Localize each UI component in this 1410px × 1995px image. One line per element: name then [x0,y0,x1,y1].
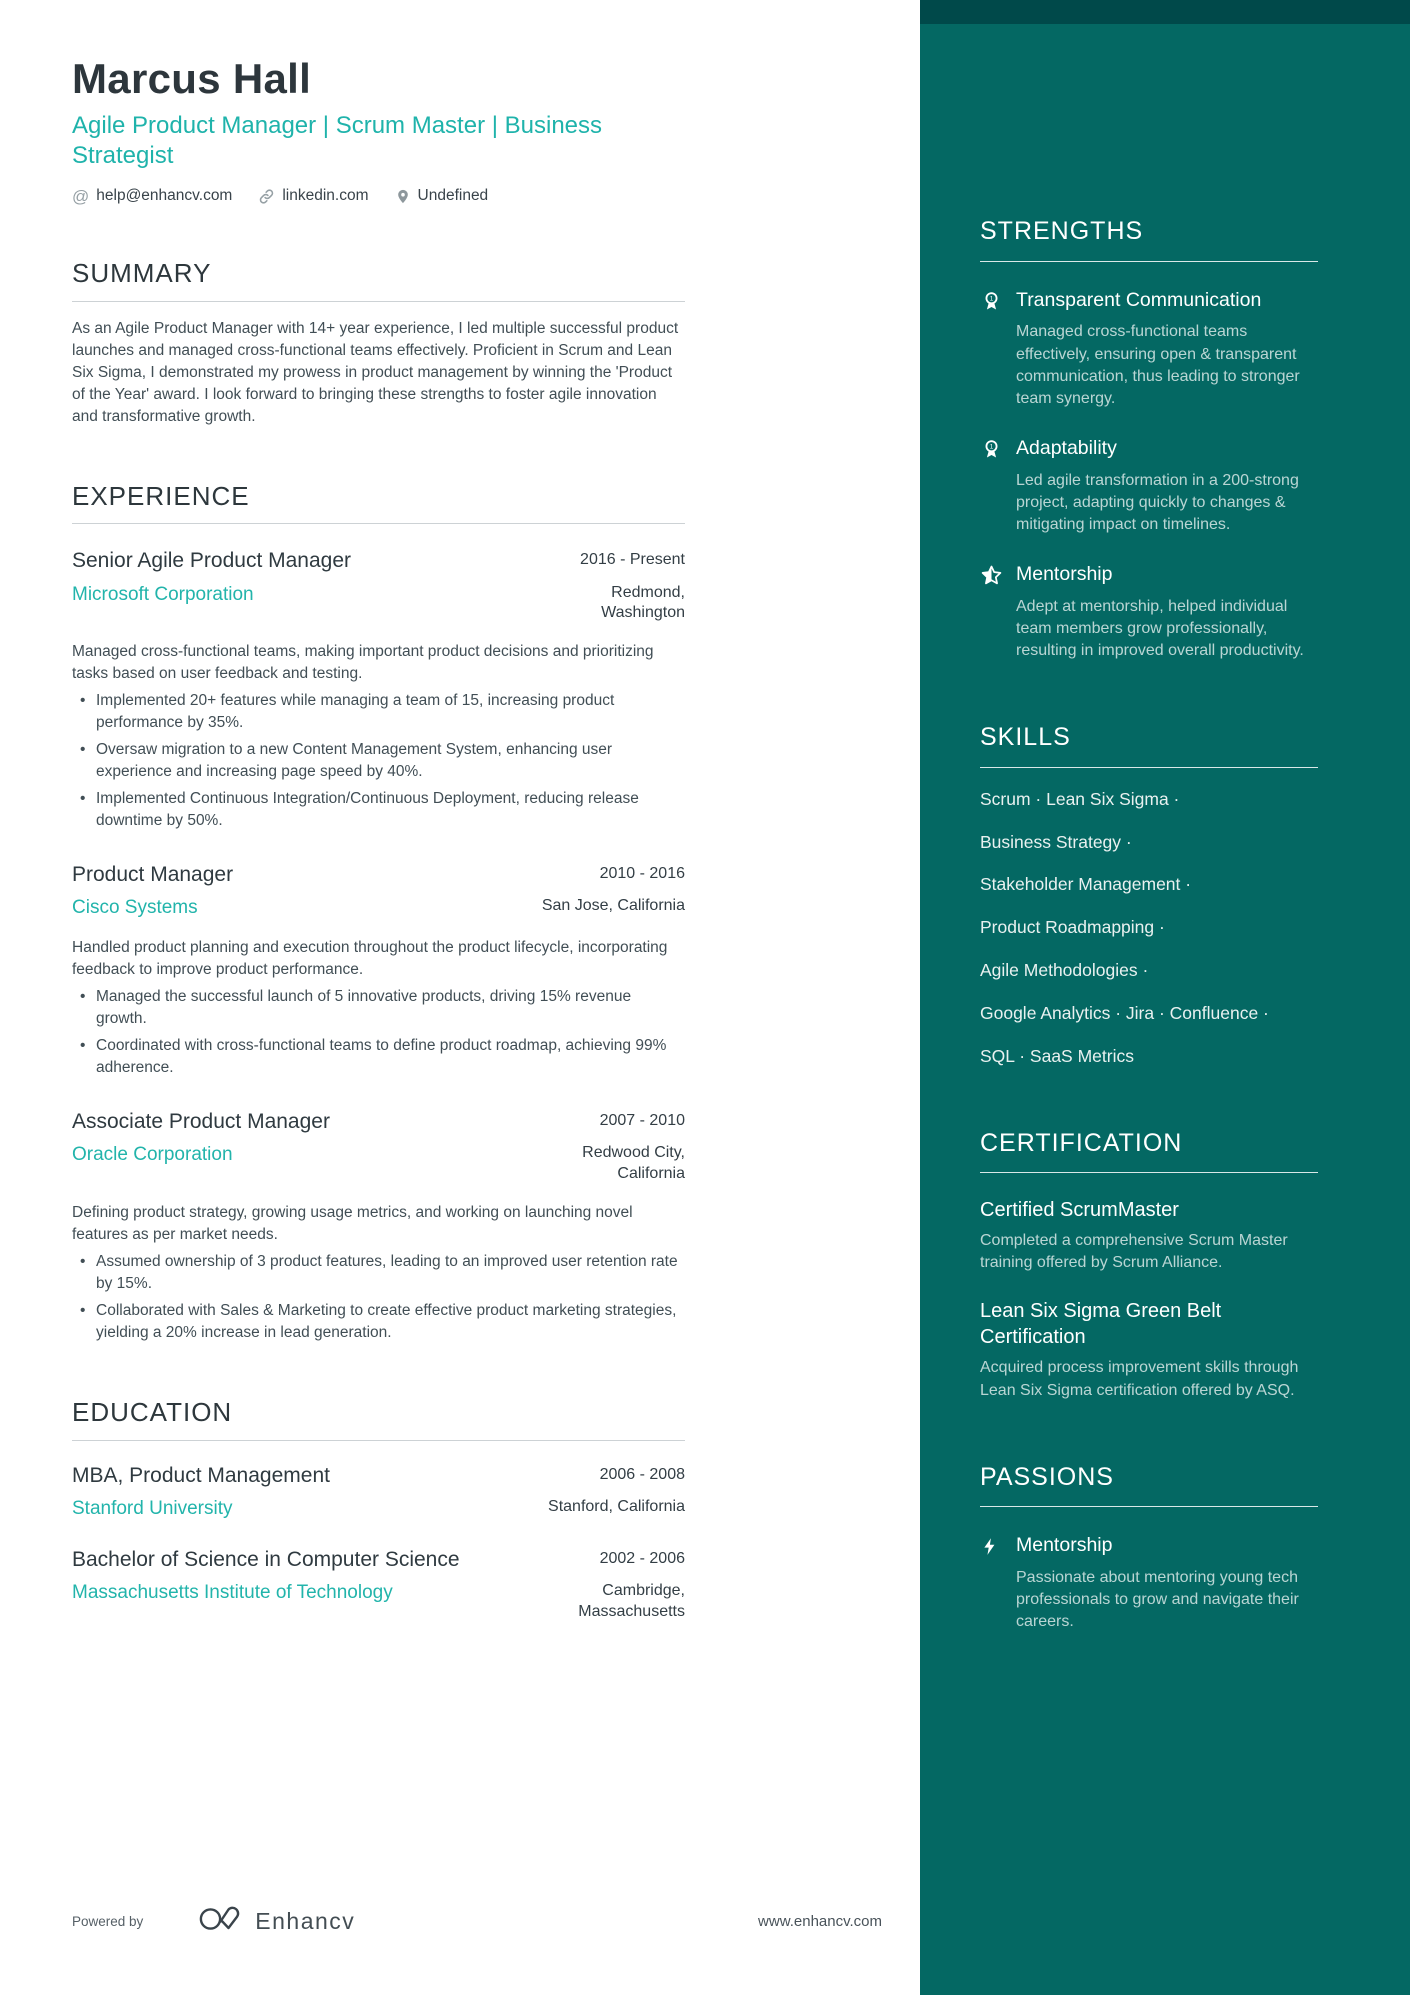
education-section [72,1398,685,1622]
job-dates: 2016 - Present [580,551,685,569]
education-heading: EDUCATION [72,1398,685,1441]
contact-email-text: help@enhancv.com [96,187,233,205]
strength-title: Adaptability [1016,436,1117,459]
job-bullet-list [72,986,685,1079]
contact-row [72,187,685,205]
passions-section [980,1464,1318,1634]
at-icon: @ [72,186,90,206]
certification-description: Acquired process improvement skills through Lean Six Sigma certification offered by ASQ. [980,1359,1299,1399]
resume-header [72,56,685,205]
job-entry [72,862,685,1079]
contact-linkedin-text: linkedin.com [282,187,369,205]
star-icon [980,562,1003,662]
lightning-icon [980,1533,1003,1633]
job-title: Senior Agile Product Manager [72,549,351,573]
job-company: Oracle Corporation [72,1144,233,1166]
svg-text:1: 1 [989,443,994,451]
job-bullet: • Coordinated with cross-functional teams to define product roadmap, achieving 99% adherence. [96,1035,685,1079]
medal-icon [980,288,1003,410]
job-title: Product Manager [72,863,234,887]
strength-description: Led agile transformation in a 200-strong project, adapting quickly to changes & mitigating impact on timelines. [1016,471,1299,533]
strength-description: Adept at mentorship, helped individual team members grow professionally, resulting in improved overall productivity. [1016,597,1304,660]
contact-location-text: Undefined [417,187,489,205]
page-footer [72,1865,882,1937]
strengths-heading: STRENGTHS [980,218,1318,262]
medal-icon [980,436,1003,536]
strength-description: Managed cross-functional teams effectively, ensuring open & transparent communication, thus leading to stronger team synergy. [1016,323,1300,407]
job-entry [72,1109,685,1344]
strength-title: Transparent Communication [1016,288,1262,311]
strength-item [980,562,1318,662]
contact-location [395,187,489,205]
enhancv-brand [199,1905,355,1937]
certification-item [980,1298,1318,1401]
job-description: Managed cross-functional teams, making important product decisions and prioritizing tasks based on user feedback and testing. [72,643,654,683]
certification-section [980,1130,1318,1402]
strength-item [980,288,1318,410]
degree-name: MBA, Product Management [72,1463,330,1487]
skill-line: Scrum · Lean Six Sigma · [980,788,1180,809]
job-company: Microsoft Corporation [72,583,254,605]
enhancv-brand-name: Enhancv [255,1907,356,1934]
passion-description: Passionate about mentoring young tech professionals to grow and navigate their careers. [1016,1569,1299,1631]
experience-heading: EXPERIENCE [72,482,685,525]
summary-section [72,259,685,428]
summary-text: As an Agile Product Manager with 14+ year experience, I led multiple successful product launches and managed cross-functional teams effectively. Proficient in Scrum and Lean Six Sigma, I demonstrated my prowess in product management by winning the 'Product of the Year' award. I look forward to bringing these strengths to foster agile innovation and transformative growth. [72,319,679,425]
sidebar [920,0,1410,1995]
enhancv-logo-icon [199,1905,245,1937]
strength-title: Mentorship [1016,562,1113,585]
job-description: Handled product planning and execution throughout the product lifecycle, incorporating feedback to improve product performance. [72,939,668,979]
experience-section [72,482,685,1344]
skill-line: SQL · SaaS Metrics [980,1045,1134,1066]
certification-title: Lean Six Sigma Green Belt Certification [980,1300,1222,1349]
certification-heading: CERTIFICATION [980,1130,1318,1174]
job-bullet: • Implemented Continuous Integration/Continuous Deployment, reducing release downtime by 50%. [96,788,685,832]
person-title: Agile Product Manager | Scrum Master | Business Strategist [72,112,603,170]
skill-line: Agile Methodologies · [980,960,1149,981]
job-location: Redwood City, California [582,1144,685,1183]
contact-linkedin[interactable] [258,187,368,205]
job-description: Defining product strategy, growing usage metrics, and working on launching novel features as per market needs. [72,1204,633,1244]
job-bullet: • Oversaw migration to a new Content Management System, enhancing user experience and increasing page speed by 40%. [96,739,685,783]
degree-location: Stanford, California [548,1497,685,1515]
job-bullet-list [72,1251,685,1344]
job-bullet: • Implemented 20+ features while managing a team of 15, increasing product performance by 35%. [96,690,685,734]
degree-entry [72,1463,685,1521]
job-location: Redmond, Washington [601,583,685,622]
skills-section [980,724,1318,1068]
job-bullet: • Managed the successful launch of 5 innovative products, driving 15% revenue growth. [96,986,685,1030]
svg-text:1: 1 [989,295,994,303]
job-company: Cisco Systems [72,897,198,919]
job-entry [72,548,685,832]
contact-email[interactable] [72,187,232,205]
degree-entry [72,1547,685,1623]
strengths-section [980,218,1318,662]
skill-line: Product Roadmapping · [980,917,1165,938]
certification-title: Certified ScrumMaster [980,1199,1179,1222]
sidebar-top-band [920,0,1410,24]
skills-heading: SKILLS [980,724,1318,768]
passion-item [980,1533,1318,1633]
strength-item [980,436,1318,536]
degree-name: Bachelor of Science in Computer Science [72,1547,460,1571]
location-icon [395,188,411,205]
skill-line: Google Analytics · Jira · Confluence · [980,1003,1269,1024]
job-bullet: • Collaborated with Sales & Marketing to create effective product marketing strategies, yielding a 20% increase in lead generation. [96,1300,685,1344]
person-name: Marcus Hall [72,55,312,102]
skill-line: Business Strategy · [980,831,1132,852]
job-location: San Jose, California [541,897,685,915]
degree-school: Stanford University [72,1497,233,1519]
certification-description: Completed a comprehensive Scrum Master training offered by Scrum Alliance. [980,1232,1288,1272]
job-bullet-list [72,690,685,832]
passion-title: Mentorship [1016,1534,1113,1557]
certification-item [980,1197,1318,1274]
job-dates: 2010 - 2016 [599,865,685,883]
job-title: Associate Product Manager [72,1110,330,1134]
job-dates: 2007 - 2010 [599,1112,685,1130]
job-bullet: • Assumed ownership of 3 product features, leading to an improved user retention rate by 15%. [96,1251,685,1295]
summary-heading: SUMMARY [72,259,685,302]
powered-by-label: Powered by [72,1913,144,1929]
degree-dates: 2002 - 2006 [599,1549,685,1567]
enhancv-website-link[interactable]: www.enhancv.com [758,1912,882,1930]
degree-dates: 2006 - 2008 [599,1465,685,1483]
degree-school: Massachusetts Institute of Technology [72,1581,393,1603]
skill-line: Stakeholder Management · [980,874,1192,895]
passions-heading: PASSIONS [980,1464,1318,1508]
link-icon [258,188,275,205]
degree-location: Cambridge, Massachusetts [578,1581,685,1620]
